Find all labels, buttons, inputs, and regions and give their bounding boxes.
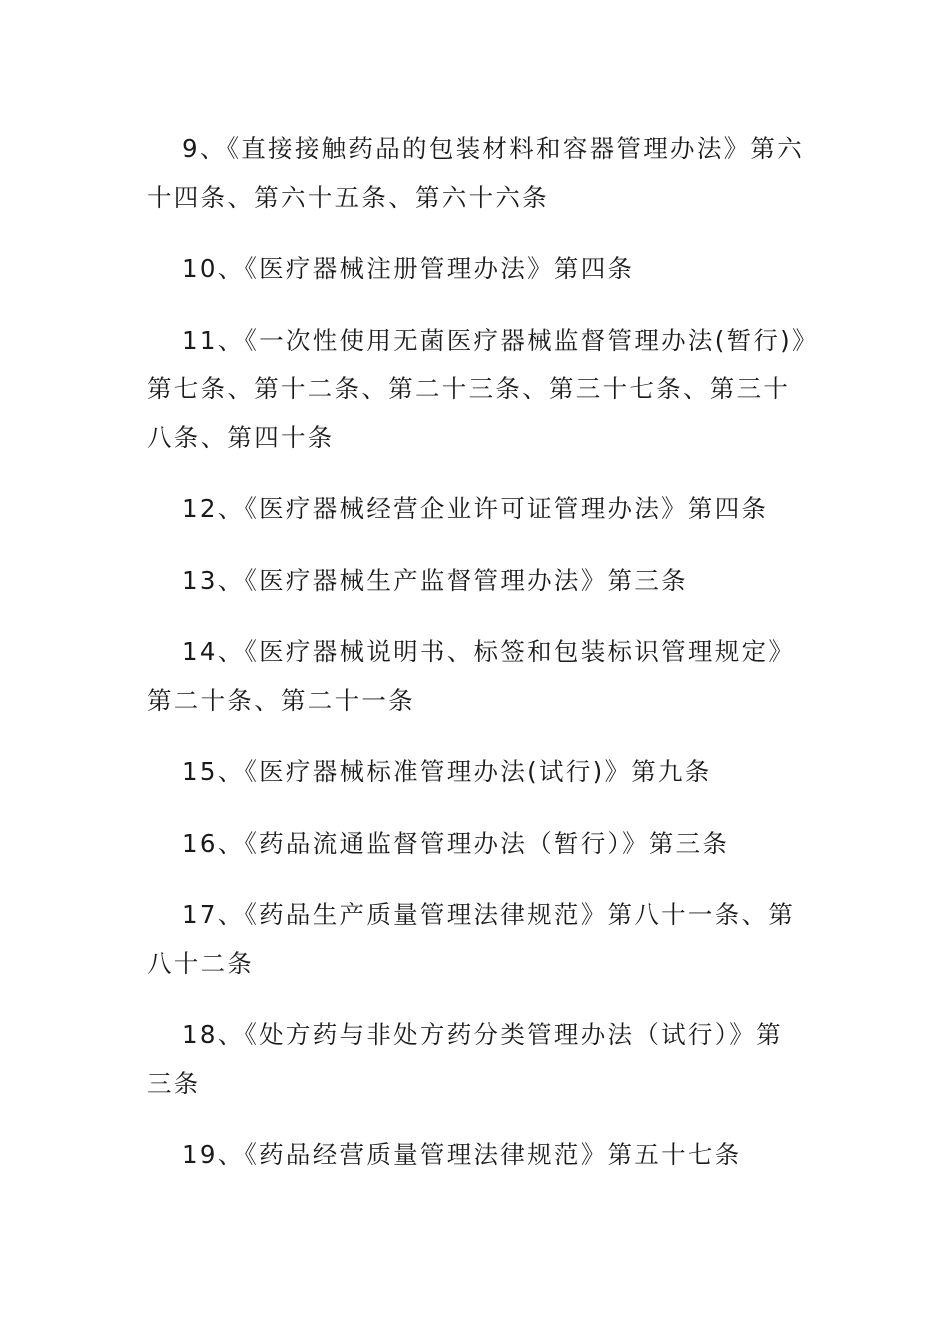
list-item: 18、《处方药与非处方药分类管理办法（试行）》第三条 <box>147 1020 783 1098</box>
list-item: 16、《药品流通监督管理办法（暂行）》第三条 <box>182 828 730 858</box>
list-item: 11、《一次性使用无菌医疗器械监督管理办法(暂行)》第七条、第十二条、第二十三条、第三十七条、第三十八条、第四十条 <box>147 325 807 452</box>
list-item: 10、《医疗器械注册管理办法》第四条 <box>182 254 635 283</box>
list-item: 13、《医疗器械生产监督管理办法》第三条 <box>182 565 688 595</box>
list-item: 9、《直接接触药品的包装材料和容器管理办法》第六十四条、第六十五条、第六十六条 <box>147 134 805 212</box>
list-item: 15、《医疗器械标准管理办法(试行)》第九条 <box>182 757 712 786</box>
list-item: 12、《医疗器械经营企业许可证管理办法》第四条 <box>182 494 769 523</box>
regulation-list <box>147 125 807 1203</box>
list-item: 17、《药品生产质量管理法律规范》第八十一条、第八十二条 <box>147 900 796 978</box>
list-item: 14、《医疗器械说明书、标签和包装标识管理规定》第二十条、第二十一条 <box>147 637 796 715</box>
list-item: 19、《药品经营质量管理法律规范》第五十七条 <box>182 1140 742 1169</box>
